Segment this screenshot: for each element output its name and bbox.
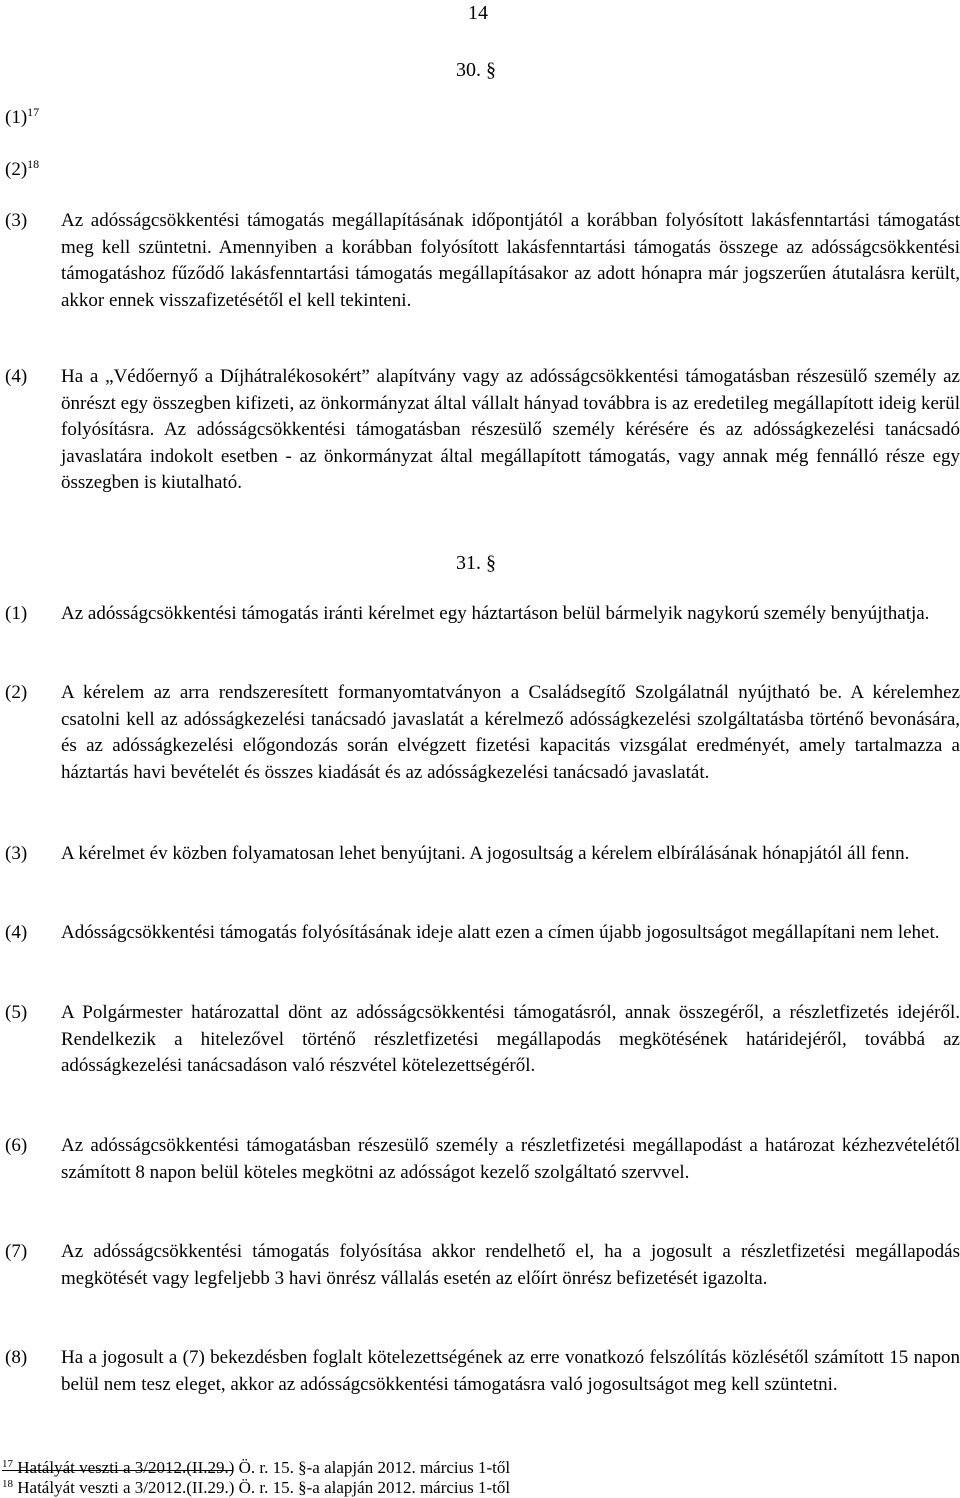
footnote-text: Hatályát veszti a 3/2012.(II.29.) Ö. r. 15. §-a alapján 2012. március 1-től: [13, 1478, 511, 1497]
paragraph-number: (3): [5, 210, 28, 231]
paragraph-number: $(1)^{17}$: [5, 105, 40, 128]
paragraph-text: A kérelmet év közben folyamatosan lehet benyújtani. A jogosultság a kérelem elbírálásának hónapjától áll fenn.: [61, 843, 910, 864]
paragraph-31-8: [0, 1345, 960, 1398]
paragraph-text: Az adósságcsökkentési támogatás iránti kérelmet egy háztartáson belül bármelyik nagykorú személy benyújthatja.: [61, 603, 930, 624]
section-heading-30: 30. §: [456, 59, 496, 81]
paragraph-number: (3): [5, 843, 28, 864]
paragraph-number: (8): [5, 1347, 28, 1368]
footnote-text: Hatályát veszti a 3/2012.(II.29.) Ö. r. 15. §-a alapján 2012. március 1-től: [17, 1458, 511, 1477]
paragraph-text: A Polgármester határozattal dönt az adósságcsökkentési támogatásról, annak összegéről, a részletfizetés idejéről. Rendelkezik a hitelezővel történő részletfizetési megállapodás megkötésének határidejéről, továbbá az adósságkezelési tanácsadáson való részvétel kötelezettségéről.: [61, 1002, 960, 1076]
footnote-ref: 17: [27, 105, 40, 119]
paragraph-text: Ha a „Védőernyő a Díjhátralékosokért” alapítvány vagy az adósságcsökkentési támogatásban részesülő személy az önrészt egy összegben kifizeti, az önkormányzat által vállalt hányad továbbra is az eredetileg megállapított ideig kerül folyósításra. Az adósságcsökkentési támogatásban részesülő személy kérésére és az adósságkezelési tanácsadó javaslatára indokolt esetben - az önkormányzat által megállapított támogatás, vagy annak még fennálló része egy összegben is kiutalható.: [61, 366, 960, 493]
page-number: 14: [468, 2, 488, 24]
paragraph-31-1: [0, 601, 960, 628]
footnote-ref: 18: [27, 157, 40, 171]
paragraph-31-4: [0, 920, 960, 947]
paragraph-number: (5): [5, 1002, 28, 1023]
footnote-number: 17: [2, 1458, 13, 1470]
paragraph-number: (7): [5, 1241, 28, 1262]
footnote-17: [2, 1458, 510, 1478]
paragraph-text: Az adósságcsökkentési támogatás megállapításának időpontjától a korábban folyósított lakásfenntartási támogatást meg kell szüntetni. Amennyiben a korábban folyósított lakásfenntartási támogatás összege az adósságcsökkentési támogatáshoz fűződő lakásfenntartási támogatás megállapításakor az adott hónapra már jogszerűen átutalásra került, akkor ennek visszafizetésétől el kell tekinteni.: [61, 210, 960, 311]
paragraph-text: Ha a jogosult a (7) bekezdésben foglalt kötelezettségének az erre vonatkozó felszólítás közlésétől számított 15 napon belül nem tesz eleget, akkor az adósságcsökkentési támogatásra való jogosultságot meg kell szüntetni.: [61, 1347, 960, 1395]
footnote-18: [2, 1478, 510, 1498]
paragraph-number: (4): [5, 366, 28, 387]
footnote-number: 18: [2, 1478, 13, 1490]
paragraph-number: (6): [5, 1135, 28, 1156]
paragraph-31-2: [0, 680, 960, 786]
paragraph-number: (2): [5, 682, 28, 703]
paragraph-30-3: [0, 208, 960, 314]
paragraph-number: $(2)^{18}$: [5, 157, 40, 180]
paragraph-text: Az adósságcsökkentési támogatásban részesülő személy a részletfizetési megállapodást a határozat kézhezvételétől számított 8 napon belül köteles megkötni az adósságot kezelő szolgáltató szervvel.: [61, 1135, 960, 1183]
paragraph-31-7: [0, 1239, 960, 1292]
paragraph-31-5: [0, 1000, 960, 1080]
paragraph-text: A kérelem az arra rendszeresített formanyomtatványon a Családsegítő Szolgálatnál nyújtható be. A kérelemhez csatolni kell az adósságkezelési tanácsadó javaslatát a kérelmező adósságkezelési szolgáltatásba történő bevonására, és az adósságkezelési előgondozás során elvégzett fizetési kapacitás vizsgálat eredményét, amely tartalmazza a háztartás havi bevételét és összes kiadását és az adósságkezelési tanácsadó javaslatát.: [61, 682, 960, 783]
paragraph-number: (4): [5, 922, 28, 943]
paragraph-31-6: [0, 1133, 960, 1186]
paragraph-text: Adósságcsökkentési támogatás folyósításának ideje alatt ezen a címen újabb jogosultságot megállapítani nem lehet.: [61, 922, 940, 943]
paragraph-31-3: [0, 841, 960, 868]
paragraph-text: Az adósságcsökkentési támogatás folyósítása akkor rendelhető el, ha a jogosult a részletfizetési megállapodás megkötését vagy legfeljebb 3 havi önrész vállalás esetén az előírt önrész befizetését igazolta.: [61, 1241, 960, 1289]
paragraph-number: (1): [5, 603, 28, 624]
section-heading-31: 31. §: [456, 552, 496, 574]
paragraph-30-4: [0, 364, 960, 497]
